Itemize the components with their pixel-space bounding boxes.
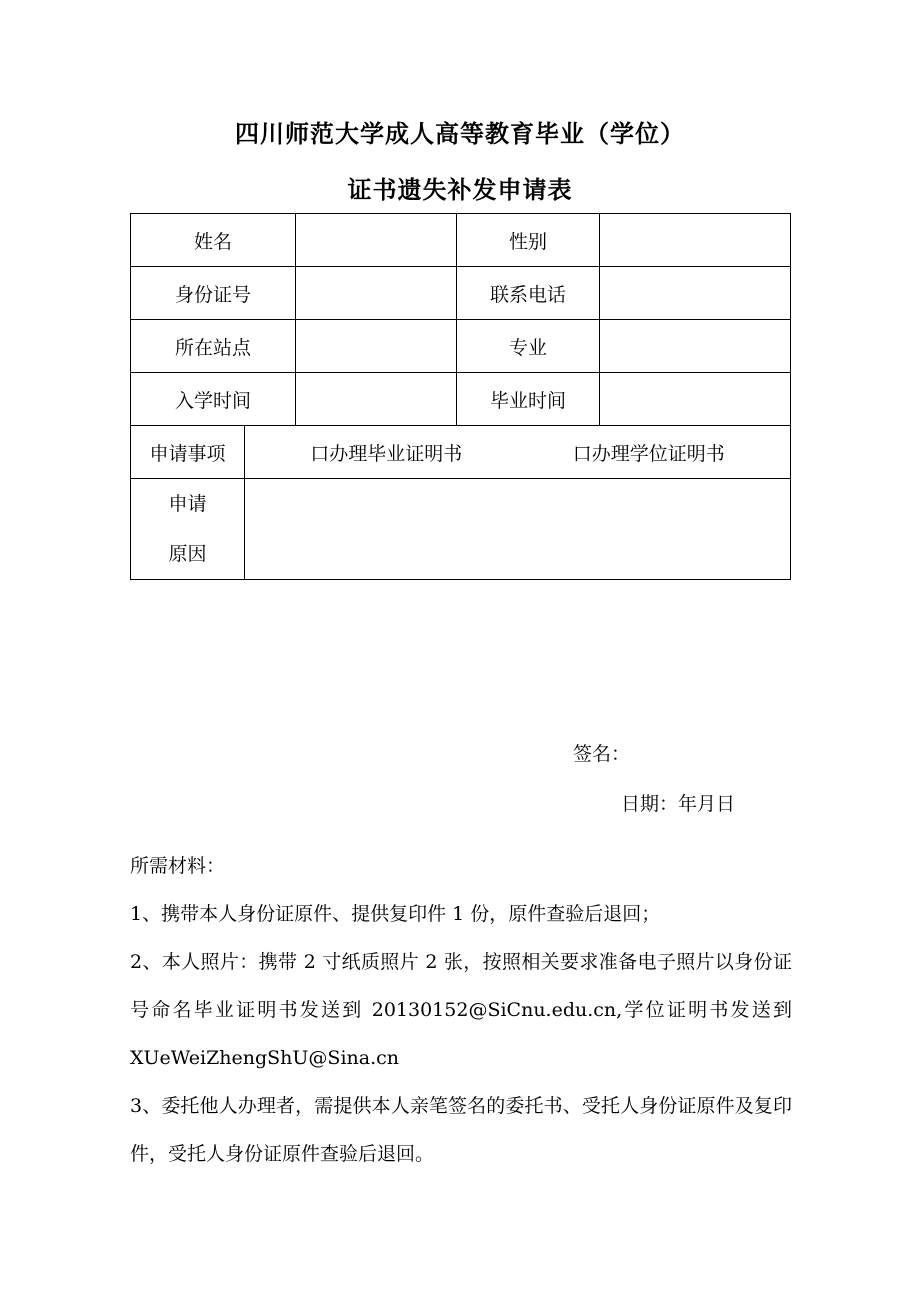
form-row-station-major xyxy=(131,320,791,373)
label-graduate-date: 毕业时间 xyxy=(457,373,600,426)
label-phone: 联系电话 xyxy=(457,267,600,320)
field-station[interactable] xyxy=(296,320,457,373)
option-graduation-certificate[interactable]: 口办理毕业证明书 xyxy=(310,442,463,465)
date-label: 日期：年月日 xyxy=(621,793,736,815)
field-gender[interactable] xyxy=(600,214,791,267)
form-row-reason xyxy=(131,479,791,580)
materials-item-2: 2、本人照片：携带 2 寸纸质照片 2 张，按照相关要求准备电子照片以身份证号命名毕业证明书发送到 20130152@SiCnu.edu.cn,学位证明书发送到 XUeWeiZhengShU@Sina.cn xyxy=(130,951,792,1069)
materials-item-1: 1、携带本人身份证原件、提供复印件 1 份，原件查验后退回； xyxy=(130,903,661,925)
required-materials xyxy=(130,842,792,1178)
label-gender: 性别 xyxy=(457,214,600,267)
reason-label-line2: 原因 xyxy=(168,543,207,565)
label-reason xyxy=(131,479,245,580)
label-name: 姓名 xyxy=(131,214,296,267)
field-id-number[interactable] xyxy=(296,267,457,320)
form-row-name-gender xyxy=(131,214,791,267)
form-row-enroll-graduate xyxy=(131,373,791,426)
signature-label: 签名： xyxy=(573,743,631,765)
field-name[interactable] xyxy=(296,214,457,267)
option-degree-certificate[interactable]: 口办理学位证明书 xyxy=(572,442,725,465)
form-title-line1: 四川师范大学成人高等教育毕业（学位） xyxy=(235,120,685,148)
materials-item-3: 3、委托他人办理者，需提供本人亲笔签名的委托书、受托人身份证原件及复印件，受托人身份证原件查验后退回。 xyxy=(130,1095,792,1165)
field-reason[interactable] xyxy=(245,479,791,815)
apply-options-cell xyxy=(245,426,791,479)
reason-label-line1: 申请 xyxy=(168,493,207,515)
field-phone[interactable] xyxy=(600,267,791,320)
label-station: 所在站点 xyxy=(131,320,296,373)
label-id-number: 身份证号 xyxy=(131,267,296,320)
application-form-table xyxy=(130,213,791,815)
form-title-line2: 证书遗失补发申请表 xyxy=(347,176,573,204)
label-enroll-date: 入学时间 xyxy=(131,373,296,426)
form-row-id-phone xyxy=(131,267,791,320)
label-apply-items: 申请事项 xyxy=(131,426,245,479)
field-graduate-date[interactable] xyxy=(600,373,791,426)
field-major[interactable] xyxy=(600,320,791,373)
form-row-apply-items xyxy=(131,426,791,479)
materials-heading: 所需材料： xyxy=(130,855,226,877)
label-major: 专业 xyxy=(457,320,600,373)
field-enroll-date[interactable] xyxy=(296,373,457,426)
